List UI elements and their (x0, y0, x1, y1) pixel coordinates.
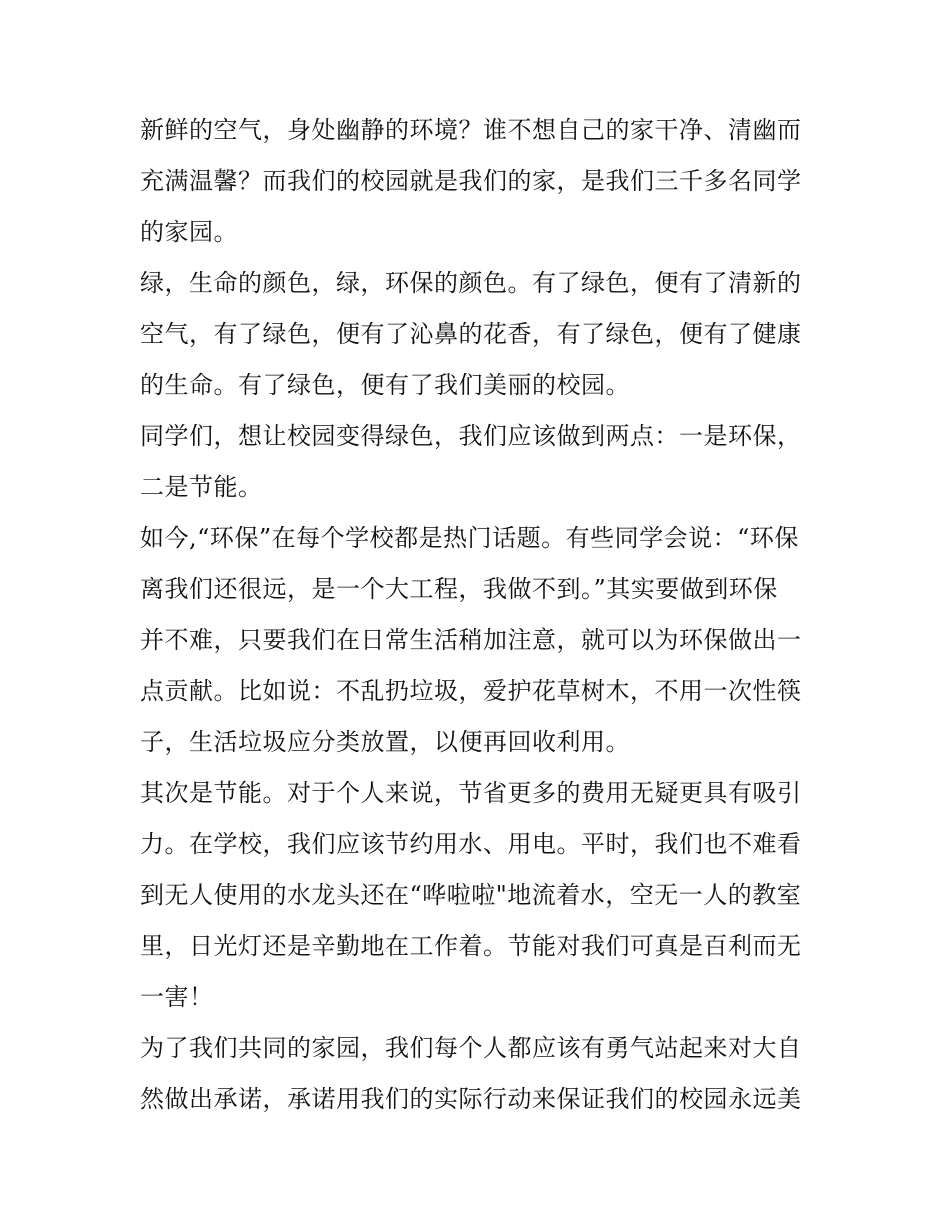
document-body (140, 105, 820, 1125)
text-line: 力。在学校，我们应该节约用水、用电。平时，我们也不难看 (140, 830, 802, 858)
text-line: 一害！ (140, 983, 214, 1011)
text-line: 同学们，想让校园变得绿色，我们应该做到两点：一是环保， (140, 422, 802, 450)
text-line: 绿，生命的颜色，绿，环保的颜色。有了绿色，便有了清新的 (140, 269, 802, 297)
text-line: 里，日光灯还是辛勤地在工作着。节能对我们可真是百利而无 (140, 932, 802, 960)
text-line: 子，生活垃圾应分类放置，以便再回收利用。 (140, 728, 630, 756)
text-line: 离我们还很远，是一个大工程，我做不到。”其实要做到环保 (140, 575, 778, 603)
text-line: 新鲜的空气，身处幽静的环境？谁不想自己的家干净、清幽而 (140, 116, 802, 144)
text-line: 的家园。 (140, 218, 238, 246)
text-line: 点贡献。比如说：不乱扔垃圾，爱护花草树木，不用一次性筷 (140, 677, 802, 705)
text-line: 如今,“环保”在每个学校都是热门话题。有些同学会说：“环保 (140, 524, 799, 552)
text-line: 的生命。有了绿色，便有了我们美丽的校园。 (140, 371, 630, 399)
text-line: 空气，有了绿色，便有了沁鼻的花香，有了绿色，便有了健康 (140, 320, 802, 348)
text-line: 充满温馨？而我们的校园就是我们的家，是我们三千多名同学 (140, 167, 802, 195)
text-line: 二是节能。 (140, 473, 263, 501)
text-line: 并不难，只要我们在日常生活稍加注意，就可以为环保做出一 (140, 626, 802, 654)
text-line: 到无人使用的水龙头还在“哗啦啦"地流着水，空无一人的教室 (140, 881, 802, 909)
text-line: 其次是节能。对于个人来说，节省更多的费用无疑更具有吸引 (140, 779, 802, 807)
text-line: 然做出承诺，承诺用我们的实际行动来保证我们的校园永远美 (140, 1085, 802, 1113)
text-line: 为了我们共同的家园，我们每个人都应该有勇气站起来对大自 (140, 1034, 802, 1062)
